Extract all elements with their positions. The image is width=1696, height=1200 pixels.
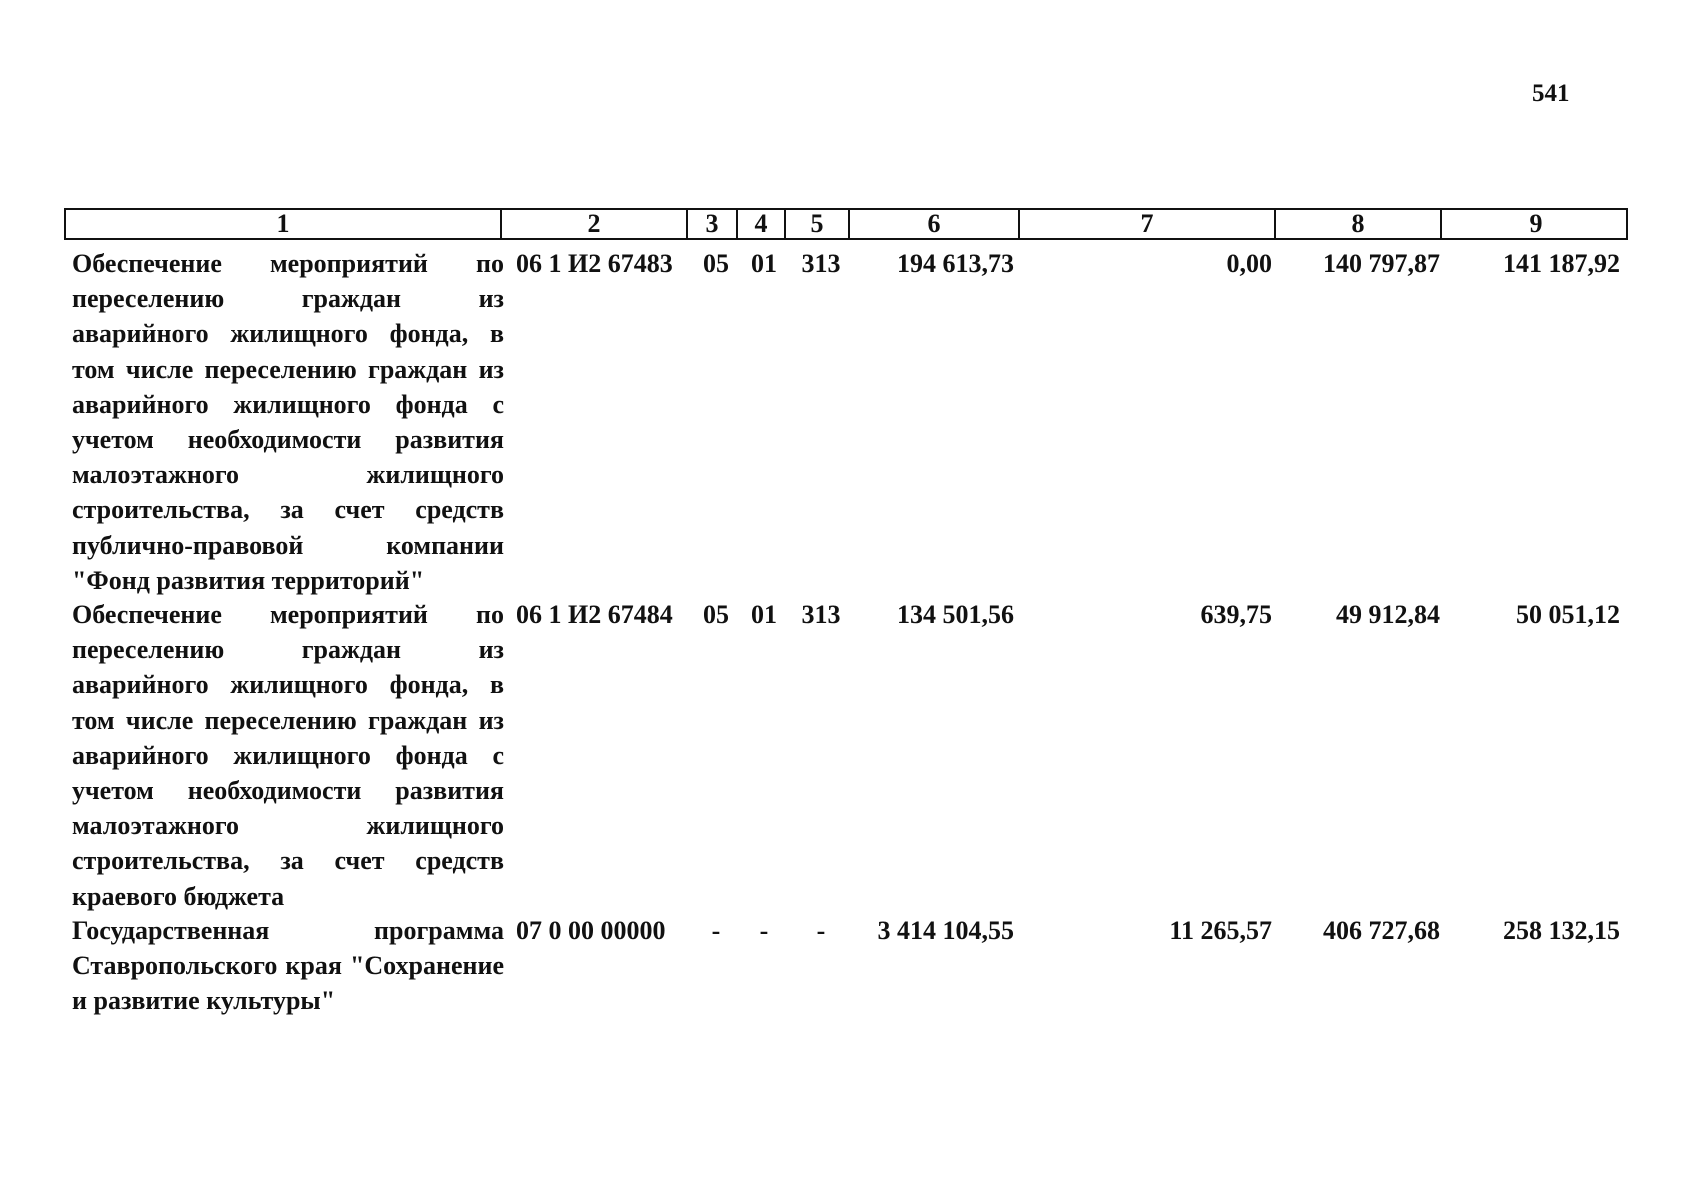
row-col-9: 50 051,12 (1516, 600, 1620, 629)
row-col-4: - (759, 916, 769, 945)
table-row (64, 246, 1628, 598)
header-col-7: 7 (1018, 210, 1274, 238)
header-col-5: 5 (784, 210, 848, 238)
page-number: 541 (1532, 80, 1570, 107)
header-col-9: 9 (1440, 210, 1630, 238)
row-col-6: 3 414 104,55 (877, 916, 1014, 945)
row-col-8: 49 912,84 (1336, 600, 1440, 629)
row-code: 06 1 И2 67483 (516, 249, 673, 278)
header-col-1: 1 (276, 209, 290, 238)
row-col-6: 194 613,73 (897, 249, 1014, 278)
row-col-6: 134 501,56 (897, 600, 1014, 629)
row-col-8: 140 797,87 (1323, 249, 1440, 278)
header-col-2: 2 (500, 210, 686, 238)
row-name: Государственная программа Ставропольского края "Сохранение и развитие культуры" (72, 916, 504, 1016)
header-col-8: 8 (1274, 210, 1440, 238)
budget-table (64, 208, 1628, 1016)
header-col-6: 6 (848, 210, 1018, 238)
row-col-4: 01 (751, 600, 777, 629)
header-col-3: 3 (686, 210, 736, 238)
row-col-4: 01 (751, 249, 777, 278)
table-row (64, 597, 1628, 914)
row-col-9: 258 132,15 (1503, 916, 1620, 945)
table-header-row (64, 208, 1628, 240)
table-row (64, 913, 1628, 1019)
row-code: 06 1 И2 67484 (516, 600, 673, 629)
row-col-8: 406 727,68 (1323, 916, 1440, 945)
row-col-3: 05 (703, 249, 729, 278)
row-col-5: 313 (801, 249, 841, 278)
row-name: Обеспечение мероприятий по переселению граждан из аварийного жилищного фонда, в том числе переселению граждан из аварийного жилищного фонда с учетом необходимости развития малоэтажного жилищного строительства, за счет средств публично-правовой компании "Фонд развития территорий" (72, 249, 504, 595)
row-col-3: - (711, 916, 721, 945)
row-col-5: 313 (801, 600, 841, 629)
row-col-7: 0,00 (1226, 249, 1272, 278)
row-col-7: 11 265,57 (1169, 916, 1272, 945)
row-name: Обеспечение мероприятий по переселению граждан из аварийного жилищного фонда, в том числе переселению граждан из аварийного жилищного фонда с учетом необходимости развития малоэтажного жилищного строительства, за счет средств краевого бюджета (72, 600, 504, 911)
header-col-4: 4 (736, 210, 784, 238)
row-col-5: - (816, 916, 826, 945)
row-col-7: 639,75 (1200, 600, 1272, 629)
row-col-3: 05 (703, 600, 729, 629)
row-code: 07 0 00 00000 (516, 916, 666, 945)
row-col-9: 141 187,92 (1503, 249, 1620, 278)
